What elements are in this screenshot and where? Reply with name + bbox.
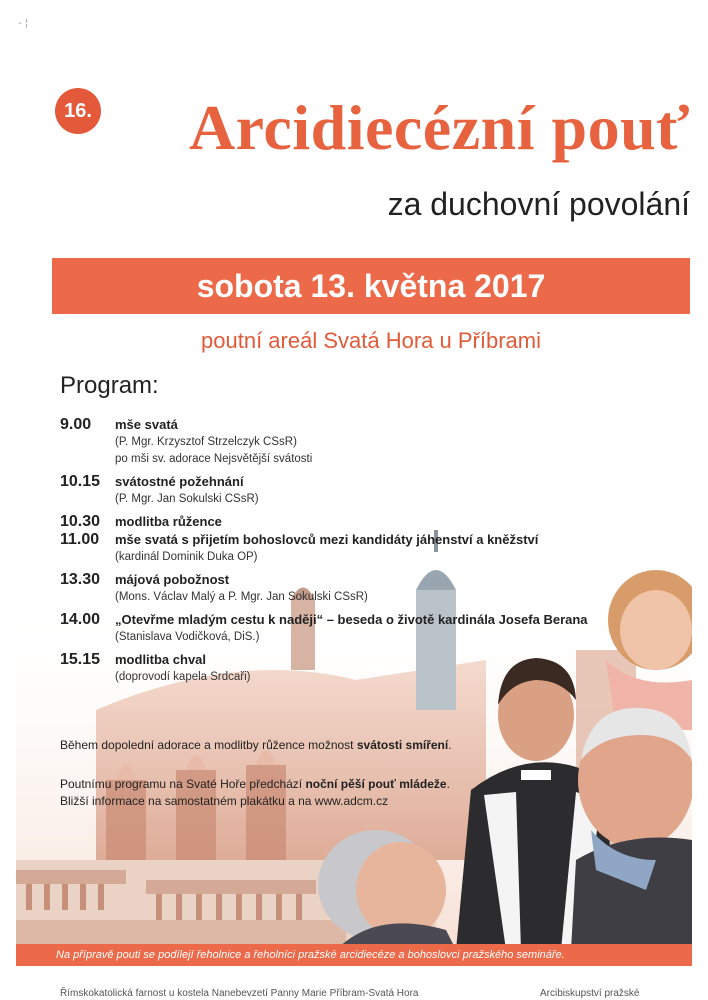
program-section — [60, 372, 588, 691]
program-item — [60, 473, 540, 508]
youth-pilgrimage-note — [60, 777, 450, 791]
date-banner — [52, 258, 690, 314]
edition-badge — [55, 88, 101, 134]
program-time: 14.00 — [60, 611, 101, 628]
poster-subtitle: za duchovní povolání — [387, 186, 690, 222]
program-item — [60, 531, 540, 566]
program-detail: (Stanislava Vodičková, DiS.) — [115, 631, 260, 643]
program-item — [60, 571, 540, 606]
preparation-banner — [16, 944, 692, 966]
organizer-archdiocese: Arcibiskupství pražské — [540, 988, 640, 999]
youth-note-bold: noční pěší pouť mládeže — [305, 777, 447, 791]
confession-note-bold: svátosti smíření — [356, 738, 449, 752]
program-detail: (kardinál Dominik Duka OP) — [115, 551, 258, 563]
program-detail: (doprovodí kapela Srdcaři) — [115, 671, 251, 683]
program-activity: „Otevřme mladým cestu k naději“ – beseda o životě kardinála Josefa Berana — [115, 612, 588, 627]
confession-note — [60, 738, 452, 752]
program-time: 10.30 — [60, 513, 101, 530]
program-activity: mše svatá — [115, 417, 178, 432]
program-item — [60, 611, 588, 646]
program-activity: modlitba chval — [115, 652, 207, 667]
program-time: 13.30 — [60, 571, 101, 588]
confession-note-end: . — [448, 738, 452, 752]
event-date: sobota 13. května 2017 — [196, 267, 546, 304]
edition-number: 16. — [64, 99, 92, 122]
program-activity: svátostné požehnání — [115, 474, 244, 489]
poster-title: Arcidiecézní pouť — [188, 92, 690, 163]
program-time: 10.15 — [60, 473, 101, 490]
preparation-text: Na přípravě pouti se podílejí řeholnice a řeholníci pražské arcidiecéze a bohoslovci pražského semináře. — [56, 949, 565, 961]
youth-note-end: . — [446, 777, 450, 791]
event-venue: poutní areál Svatá Hora u Příbrami — [201, 328, 541, 353]
program-activity: májová pobožnost — [115, 572, 230, 587]
program-detail: po mši sv. adorace Nejsvětější svátosti — [115, 453, 313, 465]
program-item — [60, 416, 540, 468]
program-activity: modlitba růžence — [115, 514, 222, 529]
program-activity: mše svatá s přijetím bohoslovců mezi kandidáty jáhenství a kněžství — [115, 532, 539, 547]
organizer-parish: Římskokatolická farnost u kostela Nanebevzetí Panny Marie Příbram-Svatá Hora — [60, 988, 419, 999]
program-time: 15.15 — [60, 651, 101, 668]
program-time: 11.00 — [60, 531, 100, 548]
program-time: 9.00 — [60, 416, 92, 433]
program-heading: Program: — [60, 372, 159, 399]
youth-note-text: Poutnímu programu na Svaté Hoře předchází — [60, 777, 306, 791]
program-item — [60, 651, 540, 686]
info-note: Bližší informace na samostatném plakátku a na www.adcm.cz — [60, 794, 389, 808]
program-detail: (P. Mgr. Jan Sokulski CSsR) — [115, 493, 259, 505]
scan-mark: - ¦ — [18, 18, 29, 29]
confession-note-text: Během dopolední adorace a modlitby růžence možnost — [60, 738, 357, 752]
program-item — [60, 513, 540, 531]
program-detail: (P. Mgr. Krzysztof Strzelczyk CSsR) — [115, 436, 297, 448]
program-detail: (Mons. Václav Malý a P. Mgr. Jan Sokulski CSsR) — [115, 591, 368, 603]
